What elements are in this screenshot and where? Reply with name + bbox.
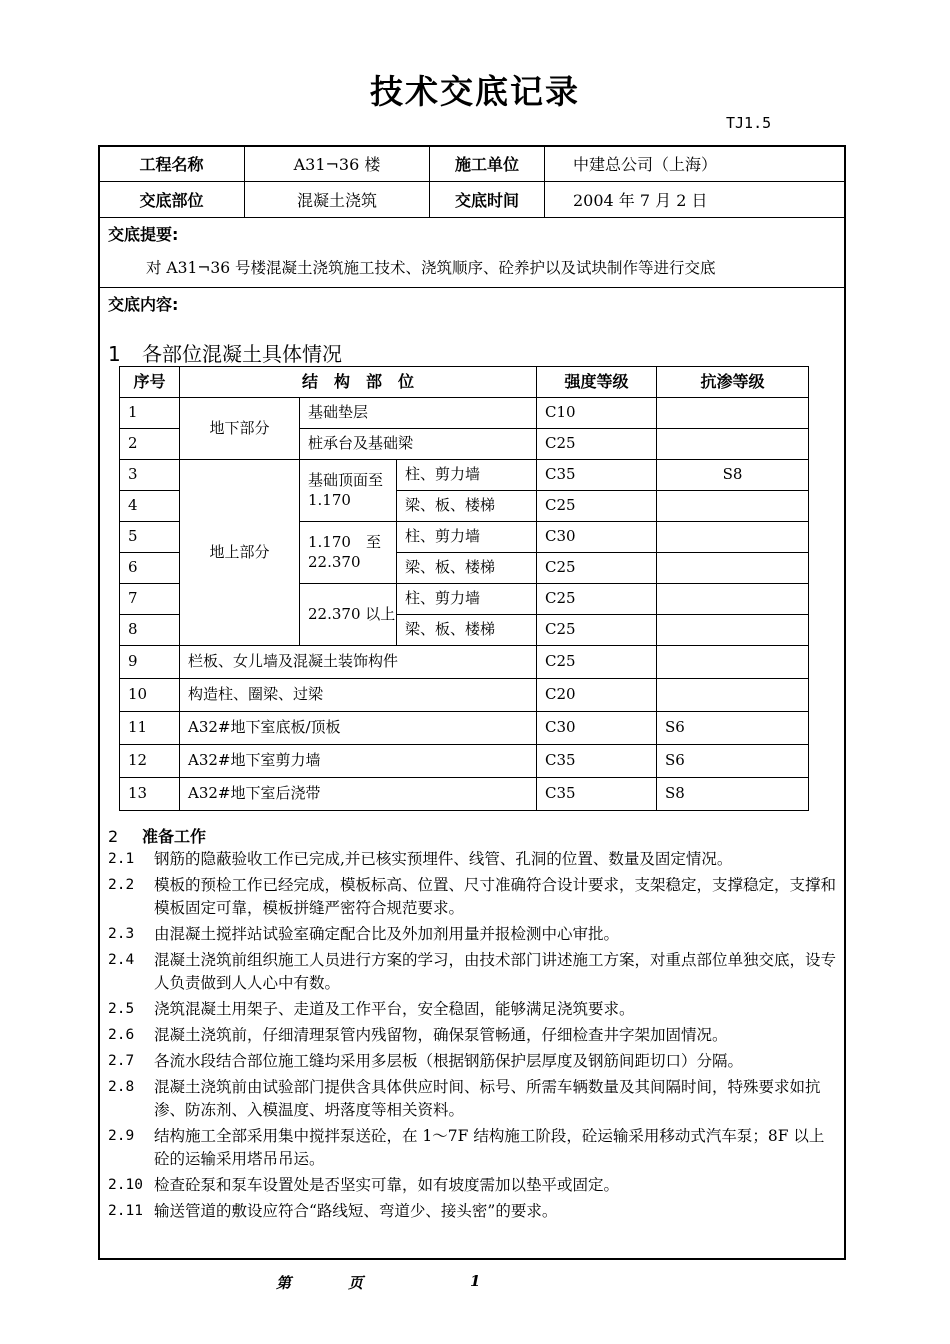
section2-heading [108,824,206,847]
section2-title: 准备工作 [142,827,207,846]
list-item [108,848,838,871]
row-item: A32#地下室剪力墙 [180,745,537,778]
col-header-structure: 结 构 部 位 [180,367,537,398]
range-label: 22.370 以上 [300,584,397,646]
project-label: 工程名称 [99,146,245,182]
unit-label: 施工单位 [430,146,545,182]
row-grade: C25 [537,615,657,646]
row-seep: S6 [657,712,809,745]
row-seep [657,646,809,679]
group-underground: 地下部分 [180,398,300,460]
row-seq: 12 [120,745,180,778]
row-seep: S6 [657,745,809,778]
list-item [108,1024,838,1047]
item-num: 2.2 [108,877,135,893]
row-item: 柱、剪力墙 [397,522,537,553]
row-item: 梁、板、楼梯 [397,615,537,646]
row-item: 基础垫层 [300,398,537,429]
range-label: 基础顶面至 1.170 [300,460,397,522]
item-text: 混凝土浇筑前组织施工人员进行方案的学习，由技术部门讲述施工方案，对重点部位单独交底，设专人负责做到人人心中有数。 [154,951,837,992]
col-header-grade: 强度等级 [537,367,657,398]
row-seep: S8 [657,460,809,491]
divider [98,287,846,288]
part-value: 混凝土浇筑 [245,182,430,218]
row-item: A32#地下室底板/顶板 [180,712,537,745]
row-grade: C25 [537,491,657,522]
item-text: 模板的预检工作已经完成，模板标高、位置、尺寸准确符合设计要求，支架稳定，支撑稳定，支撑和模板固定可靠，模板拼缝严密符合规范要求。 [154,876,837,917]
row-seq: 8 [120,615,180,646]
content-label: 交底内容: [108,295,179,314]
item-num: 2.5 [108,1001,135,1017]
list-item [108,1125,838,1171]
item-num: 2.1 [108,851,135,867]
row-grade: C35 [537,460,657,491]
row-grade: C25 [537,553,657,584]
item-text: 混凝土浇筑前，仔细清理泵管内残留物，确保泵管畅通，仔细检查井字架加固情况。 [154,1026,728,1044]
item-num: 2.8 [108,1079,135,1095]
list-item [108,923,838,946]
item-num: 2.10 [108,1177,143,1193]
row-grade: C30 [537,712,657,745]
row-seep [657,679,809,712]
row-seq: 1 [120,398,180,429]
concrete-grade-table [119,366,809,811]
row-seq: 5 [120,522,180,553]
row-item: 梁、板、楼梯 [397,491,537,522]
item-text: 混凝土浇筑前由试验部门提供含具体供应时间、标号、所需车辆数量及其间隔时间，特殊要求如抗渗、防冻剂、入模温度、坍落度等相关资料。 [154,1078,821,1119]
item-num: 2.11 [108,1203,143,1219]
row-item: 柱、剪力墙 [397,460,537,491]
row-seep: S8 [657,778,809,811]
row-seep [657,522,809,553]
row-seq: 4 [120,491,180,522]
item-text: 检查砼泵和泵车设置处是否坚实可靠，如有坡度需加以垫平或固定。 [154,1176,620,1194]
document-title: 技术交底记录 [370,72,580,111]
list-item [108,1174,838,1197]
document-code: TJ1.5 [726,114,772,132]
col-header-seq: 序号 [120,367,180,398]
row-grade: C20 [537,679,657,712]
row-item: 梁、板、楼梯 [397,553,537,584]
row-item: 桩承台及基础梁 [300,429,537,460]
list-item [108,874,838,920]
item-text: 浇筑混凝土用架子、走道及工作平台，安全稳固，能够满足浇筑要求。 [154,1000,635,1018]
item-text: 输送管道的敷设应符合“路线短、弯道少、接头密”的要求。 [154,1202,558,1220]
range-label: 1.170 至 22.370 [300,522,397,584]
row-seq: 11 [120,712,180,745]
row-seep [657,491,809,522]
row-seep [657,398,809,429]
row-item: 构造柱、圈梁、过梁 [180,679,537,712]
footer-page-label-2: 页 [348,1274,364,1292]
row-seq: 3 [120,460,180,491]
header-table [98,145,846,218]
unit-value: 中建总公司（上海） [545,146,846,182]
section1-num: 1 [108,342,121,366]
footer-page-label-1: 第 [276,1274,292,1292]
row-item: 柱、剪力墙 [397,584,537,615]
row-grade: C25 [537,646,657,679]
summary-label: 交底提要: [108,225,179,244]
row-grade: C35 [537,745,657,778]
row-seq: 10 [120,679,180,712]
list-item [108,949,838,995]
item-num: 2.4 [108,952,135,968]
prep-list [108,848,838,1226]
group-above: 地上部分 [180,460,300,646]
item-text: 各流水段结合部位施工缝均采用多层板（根据钢筋保护层厚度及钢筋间距切口）分隔。 [154,1052,744,1070]
list-item [108,1050,838,1073]
row-grade: C25 [537,584,657,615]
summary-text: 对 A31¬36 号楼混凝土浇筑施工技术、浇筑顺序、砼养护以及试块制作等进行交底 [146,259,716,277]
row-seep [657,615,809,646]
row-item: 栏板、女儿墙及混凝土装饰构件 [180,646,537,679]
time-value: 2004 年 7 月 2 日 [545,182,846,218]
time-label: 交底时间 [430,182,545,218]
item-text: 由混凝土搅拌站试验室确定配合比及外加剂用量并报检测中心审批。 [154,925,620,943]
part-label: 交底部位 [99,182,245,218]
row-item: A32#地下室后浇带 [180,778,537,811]
item-num: 2.6 [108,1027,135,1043]
row-seq: 9 [120,646,180,679]
item-num: 2.9 [108,1128,135,1144]
project-value: A31¬36 楼 [245,146,430,182]
row-seep [657,429,809,460]
row-grade: C10 [537,398,657,429]
col-header-seep: 抗渗等级 [657,367,809,398]
footer-page-number: 1 [470,1272,481,1290]
list-item [108,998,838,1021]
row-seep [657,584,809,615]
item-num: 2.7 [108,1053,135,1069]
row-seq: 2 [120,429,180,460]
row-grade: C30 [537,522,657,553]
row-grade: C35 [537,778,657,811]
list-item [108,1200,838,1223]
section1-heading [108,338,342,367]
item-text: 钢筋的隐蔽验收工作已完成,并已核实预埋件、线管、孔洞的位置、数量及固定情况。 [154,850,733,868]
row-seq: 7 [120,584,180,615]
row-seq: 13 [120,778,180,811]
item-text: 结构施工全部采用集中搅拌泵送砼，在 1～7F 结构施工阶段，砼运输采用移动式汽车泵；8F 以上砼的运输采用塔吊吊运。 [154,1127,825,1168]
item-num: 2.3 [108,926,135,942]
list-item [108,1076,838,1122]
section1-title: 各部位混凝土具体情况 [142,342,342,366]
row-grade: C25 [537,429,657,460]
row-seep [657,553,809,584]
section2-num: 2 [108,827,119,846]
row-seq: 6 [120,553,180,584]
